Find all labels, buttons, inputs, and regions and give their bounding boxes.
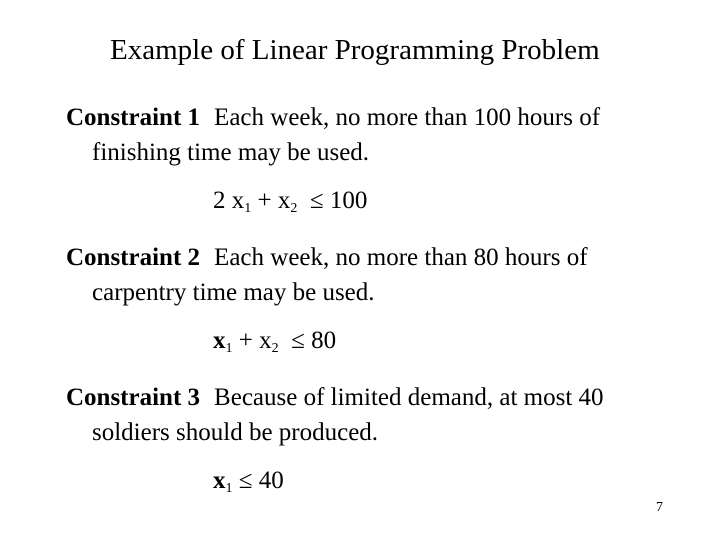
constraint-1-line1: Each week, no more than 100 hours of [214,104,601,131]
constraint-3-line2: soldiers should be produced. [92,419,379,446]
constraint-2-label: Constraint 2 [66,244,201,271]
eq3-var: x [213,467,226,494]
eq1-sub2: 2 [290,201,298,216]
eq1-op: + x [251,187,291,214]
page-number: 7 [656,500,663,515]
eq3-rel: ≤ 40 [232,467,284,494]
eq2-sub2: 2 [271,341,279,356]
constraint-3-equation [213,467,284,495]
slide-title: Example of Linear Programming Problem [110,34,600,66]
eq2-rel: ≤ 80 [278,327,337,354]
eq2-op: + x [232,327,272,354]
constraint-1-line2: finishing time may be used. [92,139,370,166]
constraint-3-label: Constraint 3 [66,384,201,411]
constraint-3-text [66,380,706,450]
eq3-sub1: 1 [225,481,233,496]
eq1-coef: 2 x [213,187,245,214]
constraint-2-line2: carpentry time may be used. [92,279,375,306]
constraint-1-equation [213,187,367,215]
constraint-2-line1: Each week, no more than 80 hours of [214,244,588,271]
constraint-2-equation [213,327,336,355]
eq2-var: x [213,327,226,354]
constraint-3-line1: Because of limited demand, at most 40 [214,384,604,411]
eq1-rel: ≤ 100 [297,187,368,214]
eq2-sub1: 1 [225,341,233,356]
constraint-1-label: Constraint 1 [66,104,201,131]
eq1-sub1: 1 [244,201,252,216]
constraint-1-text [66,100,706,170]
constraint-2-text [66,240,706,310]
